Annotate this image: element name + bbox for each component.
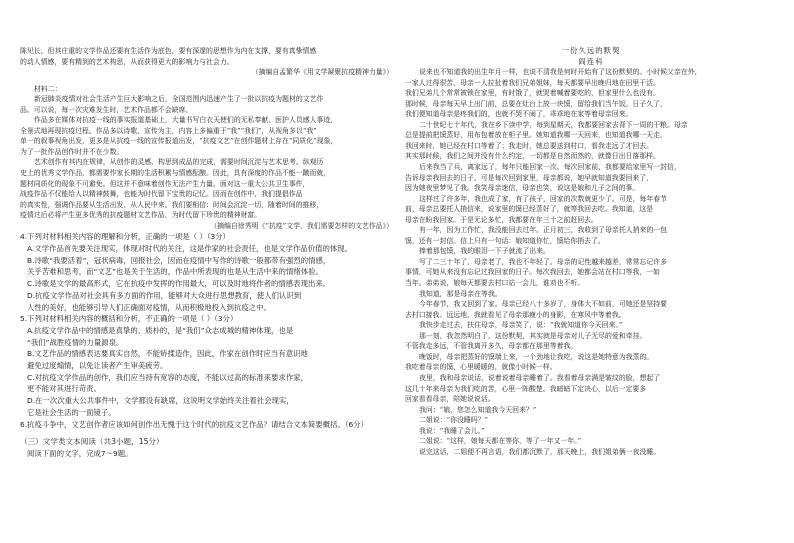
attribution: （摘编自孟繁华《用文学凝聚抗疫精神力量》） bbox=[251, 68, 393, 77]
dialog-line: 我说：“我睡了会儿。” bbox=[419, 426, 485, 435]
text-line: 全景式地再现抗疫过程。作品多以诗歌、宣传为主，内容上多偏重于“我”“我们”，从视角多以“我” bbox=[20, 126, 317, 135]
text-line: 捧着那包馍，我的眼泪一下子就流了出来。 bbox=[419, 247, 550, 256]
text-line: 陈见长，但其庄重的文学作品还要有生活作为底色，要有深邃的思想作为内在支撑，要有真挚情感 bbox=[20, 47, 317, 55]
text-line: 这几十年来母亲为我们吃的苦，心里一阵酸楚。我暗暗下定决心，以后一定要多 bbox=[405, 384, 647, 393]
option-a: A.文学作品首先要关注现实，体现对时代的关注，这是作家的社会责任，也是文学作品价值的体现。 bbox=[27, 244, 353, 253]
text-line: 后来我当了兵，离家远了，每年只能回家一次。每次回家前，我都要给家里写一封信， bbox=[419, 163, 681, 172]
section-heading: （三）文学类文本阅读（共3小题，15分） bbox=[20, 437, 164, 447]
text-line: 说来也不知道我的出生年月一样，也说不清我是何时开始有了这份默契的。小时候父亲在外， bbox=[419, 68, 702, 77]
question-4: 4.下列对材料相关内容的理解和分析，正确的一项是（ ）（3分） bbox=[20, 232, 230, 242]
attribution: （摘编自徐秀明《“抗疫”文学，我们需要怎样的文艺作品》） bbox=[210, 221, 393, 230]
text-line: 新冠肺炎疫情对社会生活产生巨大影响之后，全国范围内迅速产生了一批以抗疫为题材的文艺作 bbox=[34, 95, 324, 104]
option-b-cont: 关乎苦难和思考，而“文艺”也是关于生活的，作品中所表现的也是从生活中来的情绪体验。 bbox=[27, 267, 323, 277]
text-line: 品。可以说，每一次灾难发生时，艺术作品都不会缺席。 bbox=[20, 105, 193, 114]
text-line: 这样过了许多年，我也成了家，有了孩子，回家的次数就更少了。可是，每年春节 bbox=[419, 194, 668, 203]
text-line: 总是提前把馍蒸好，用布包着放在柜子里。她知道我哪一天回来，也知道我哪一天走。 bbox=[405, 131, 667, 140]
option-b: B.文艺作品的情感表达要真实自然，不能矫揉造作，因此，作家在创作时应当有意识地 bbox=[27, 349, 308, 359]
left-column bbox=[20, 46, 393, 460]
text-line: 我吃着母亲的馍，心里暖暖的，就像小时候一样。 bbox=[405, 363, 557, 372]
text-line: 其实那时候，我们之间并没有什么约定，一切都是自然而然的，就像日出日落那样。 bbox=[405, 152, 660, 161]
text-line: 去村口接我。远远地，我就看见了母亲那瘦小的身影，在寒风中等着我。 bbox=[405, 310, 626, 319]
text-line: 二十世纪七十年代，我在乡下读中学，每到星期天，我都要回家去背下一周的干粮。母亲 bbox=[419, 120, 688, 129]
text-line: 我快步走过去，扶住母亲，母亲笑了，说：“我就知道你今天回来。” bbox=[419, 321, 623, 330]
text-line: 二姐说：“这样，娘每天都在等你，等了一年又一年。” bbox=[419, 437, 582, 446]
option-c: C.对抗疫文学作品的创作，我们应当持有宽容的态度，不能以过高的标准来要求作家， bbox=[27, 372, 308, 382]
text-line: 作品多在媒体对抗疫一线的事实报道基础上，大量书写白衣天使们的无私奉献、医护人员感人事迹， bbox=[34, 116, 338, 125]
right-column bbox=[405, 46, 777, 457]
text-line: 的真实性，强调作品要从生活出发、从人民中来。我们要相信：时间会沉淀一切，随着时间的推移， bbox=[20, 200, 324, 209]
option-d: D.抗疫文学作品对社会具有多方面的作用，能够对大众进行思想教育，使人们认识到 bbox=[27, 290, 302, 300]
text-line: 馍，还有一封信。信上只有一句话：娘知道你忙，馍给你捎去了。 bbox=[405, 236, 605, 245]
text-line: 今年春节，我又回到了家。母亲已经八十多岁了，身体大不如前，可她还是坚持要 bbox=[419, 300, 668, 309]
text-line: 疫情过后必将产生更多优秀的抗疫题材文艺作品，为时代留下珍贵的精神财富。 bbox=[20, 211, 262, 220]
dialog-line: 二姐说：“你没睡吗？” bbox=[419, 416, 489, 425]
text-line: 单一的叙事视角出发，更多是从抗疫一线的宣传报道出发，“抗疫文艺”在创作题材上存在“同质化”现象， bbox=[20, 137, 338, 146]
option-a: A.抗疫文学作品中的情感是真挚的、质朴的，是“我们”众志成城的精神体现，也是 bbox=[27, 325, 294, 335]
story-title: 一份久远的默契 bbox=[561, 46, 621, 55]
option-d: D.在一次次重大公共事件中，文学都没有缺席，这说明文学始终关注着社会现实， bbox=[27, 396, 294, 406]
text-line: 当年。弟弟说，娘每天都要去村口站一会儿，谁劝也不听。 bbox=[405, 279, 585, 288]
text-line: 战疫作品不仅能给人以精神鼓舞，也能为时代留下宝贵的记忆。因而在创作中，我们提倡作品 bbox=[20, 190, 303, 199]
instruction: 阅读下面的文字，完成7～9题。 bbox=[27, 449, 133, 459]
text-line: 不管我走多远，不管我离开多久，母亲都在那里等着我。 bbox=[405, 342, 578, 351]
text-line: 有一年，因为工作忙，我没能回去过年。正月初三，我收到了母亲托人捎来的一包 bbox=[419, 226, 668, 235]
text-line: 的动人情感，要有精到的艺术构思，从而获得更大的影响力与社会力。 bbox=[20, 57, 234, 66]
text-line: 晚饭时，母亲把蒸好的馍端上来，一个劲地让我吃，说这是她特意为我蒸的。 bbox=[419, 352, 654, 361]
text-line: 写了二三十年了，母亲老了，我也不年轻了。母亲的记性越来越差，常常忘记许多 bbox=[419, 257, 668, 266]
option-d-cont: 它是社会生活的一面镜子。 bbox=[27, 407, 116, 417]
option-c-cont: 更不能对其进行苛责。 bbox=[27, 384, 101, 394]
text-line: 夜里，我和母亲说话，说着说着母亲睡着了。我看着母亲满是皱纹的脸，想起了 bbox=[419, 373, 661, 382]
option-b-cont: 避免过度煽情，以免让读者产生审美疲劳。 bbox=[27, 361, 168, 371]
text-line: 因为她夜里梦见了我。我笑母亲迷信，母亲也笑，说这是娘和儿子之间的事。 bbox=[405, 184, 640, 193]
text-line: 回家看看母亲，陪她说说话。 bbox=[405, 395, 495, 404]
option-d-cont: 人性的美好，也能够引导人们正确面对疫情，从而积极地投入到抗疫之中。 bbox=[27, 302, 271, 312]
story-author: 阎连科 bbox=[578, 56, 604, 66]
text-line: 那一刻，我忽然明白了，这份默契，其实就是母亲对儿子无尽的爱和牵挂。 bbox=[419, 331, 647, 340]
question-6: 6.抗疫斗争中，文艺创作者应该如何创作出无愧于这个时代的抗疫文艺作品？请结合文本简要概括。（6分） bbox=[20, 419, 369, 429]
text-line: 我们便知道母亲是疼我们的，也就不哭不闹了，乖乖地在家等着母亲回来。 bbox=[405, 110, 633, 119]
text-line: 题材同质化的现象不可避免。但这并不意味着创作无法产生力量。面对这一重大公共卫生事件， bbox=[20, 179, 310, 188]
option-b: B.诗歌“我要活着”，冠状病毒，回报社会，因而在疫情中写作的诗歌一般都带有强烈的情感， bbox=[27, 255, 331, 265]
option-c: C.诗歌是文学的最高形式，它在抗疫中发挥的作用最大，可以及时地将作者的情感表现出来。 bbox=[27, 279, 331, 289]
text-line: 那时候，母亲每天早上出门前，总要在灶台上放一块馍，留给我们当午饭。日子久了， bbox=[405, 99, 667, 108]
text-line: 为了一批作品创作时并不在少数。 bbox=[20, 147, 124, 156]
text-line: 告诉母亲我回去的日子。可是每次回到家里，母亲都说，她早就知道我要回来了， bbox=[405, 173, 654, 182]
text-line: 说完这话，二姐便不再言语，我们都沉默了，那天晚上，我们姐弟俩一夜没睡。 bbox=[419, 447, 661, 456]
dialog-line: 我问：“娘，您怎么知道我今天回来？” bbox=[419, 405, 537, 414]
text-line: 事情，可她从来没有忘记过我回家的日子。每次我回去，她都会站在村口等我，一如 bbox=[405, 268, 660, 277]
text-line: 史上的优秀文学作品，都需要作家长期的生活积累与情感酝酿。因此，具有深度的作品不能一蹴而就， bbox=[20, 169, 331, 178]
option-a-cont: “我们”战胜疫情的力量源泉。 bbox=[27, 337, 124, 347]
text-line: 我回来时，她已经在村口等着了；我走时，她总要送到村口，看我走远了才回去。 bbox=[405, 141, 654, 150]
text-line: 母亲在盼我回家。于是无论多忙，我都要在年三十之前赶回去。 bbox=[405, 215, 598, 224]
text-line: 我知道，那是母亲在等我。 bbox=[419, 289, 502, 298]
text-line: 一家人过得很苦，母亲一人拉扯着我们兄弟姐妹，每天都要早出晚归地在田里干活。 bbox=[405, 78, 660, 87]
material-heading: 材料二： bbox=[34, 84, 62, 93]
text-line: 前，母亲总要托人捎信来，说家里的馍已经蒸好了，就等我回去吃。我知道，这是 bbox=[405, 205, 654, 214]
question-5: 5.下列对材料相关内容的概括和分析，不正确的一项是（ ）（3分） bbox=[20, 314, 238, 324]
text-line: 我们兄弟几个常常被锁在家里，有时饿了，就哭着喊着要吃的，但家里什么也没有。 bbox=[405, 89, 660, 98]
text-line: 艺术创作有其内在规律，从创作的灵感、构思到成品的完成，需要时间沉淀与艺术思考。纵观历 bbox=[34, 158, 324, 167]
